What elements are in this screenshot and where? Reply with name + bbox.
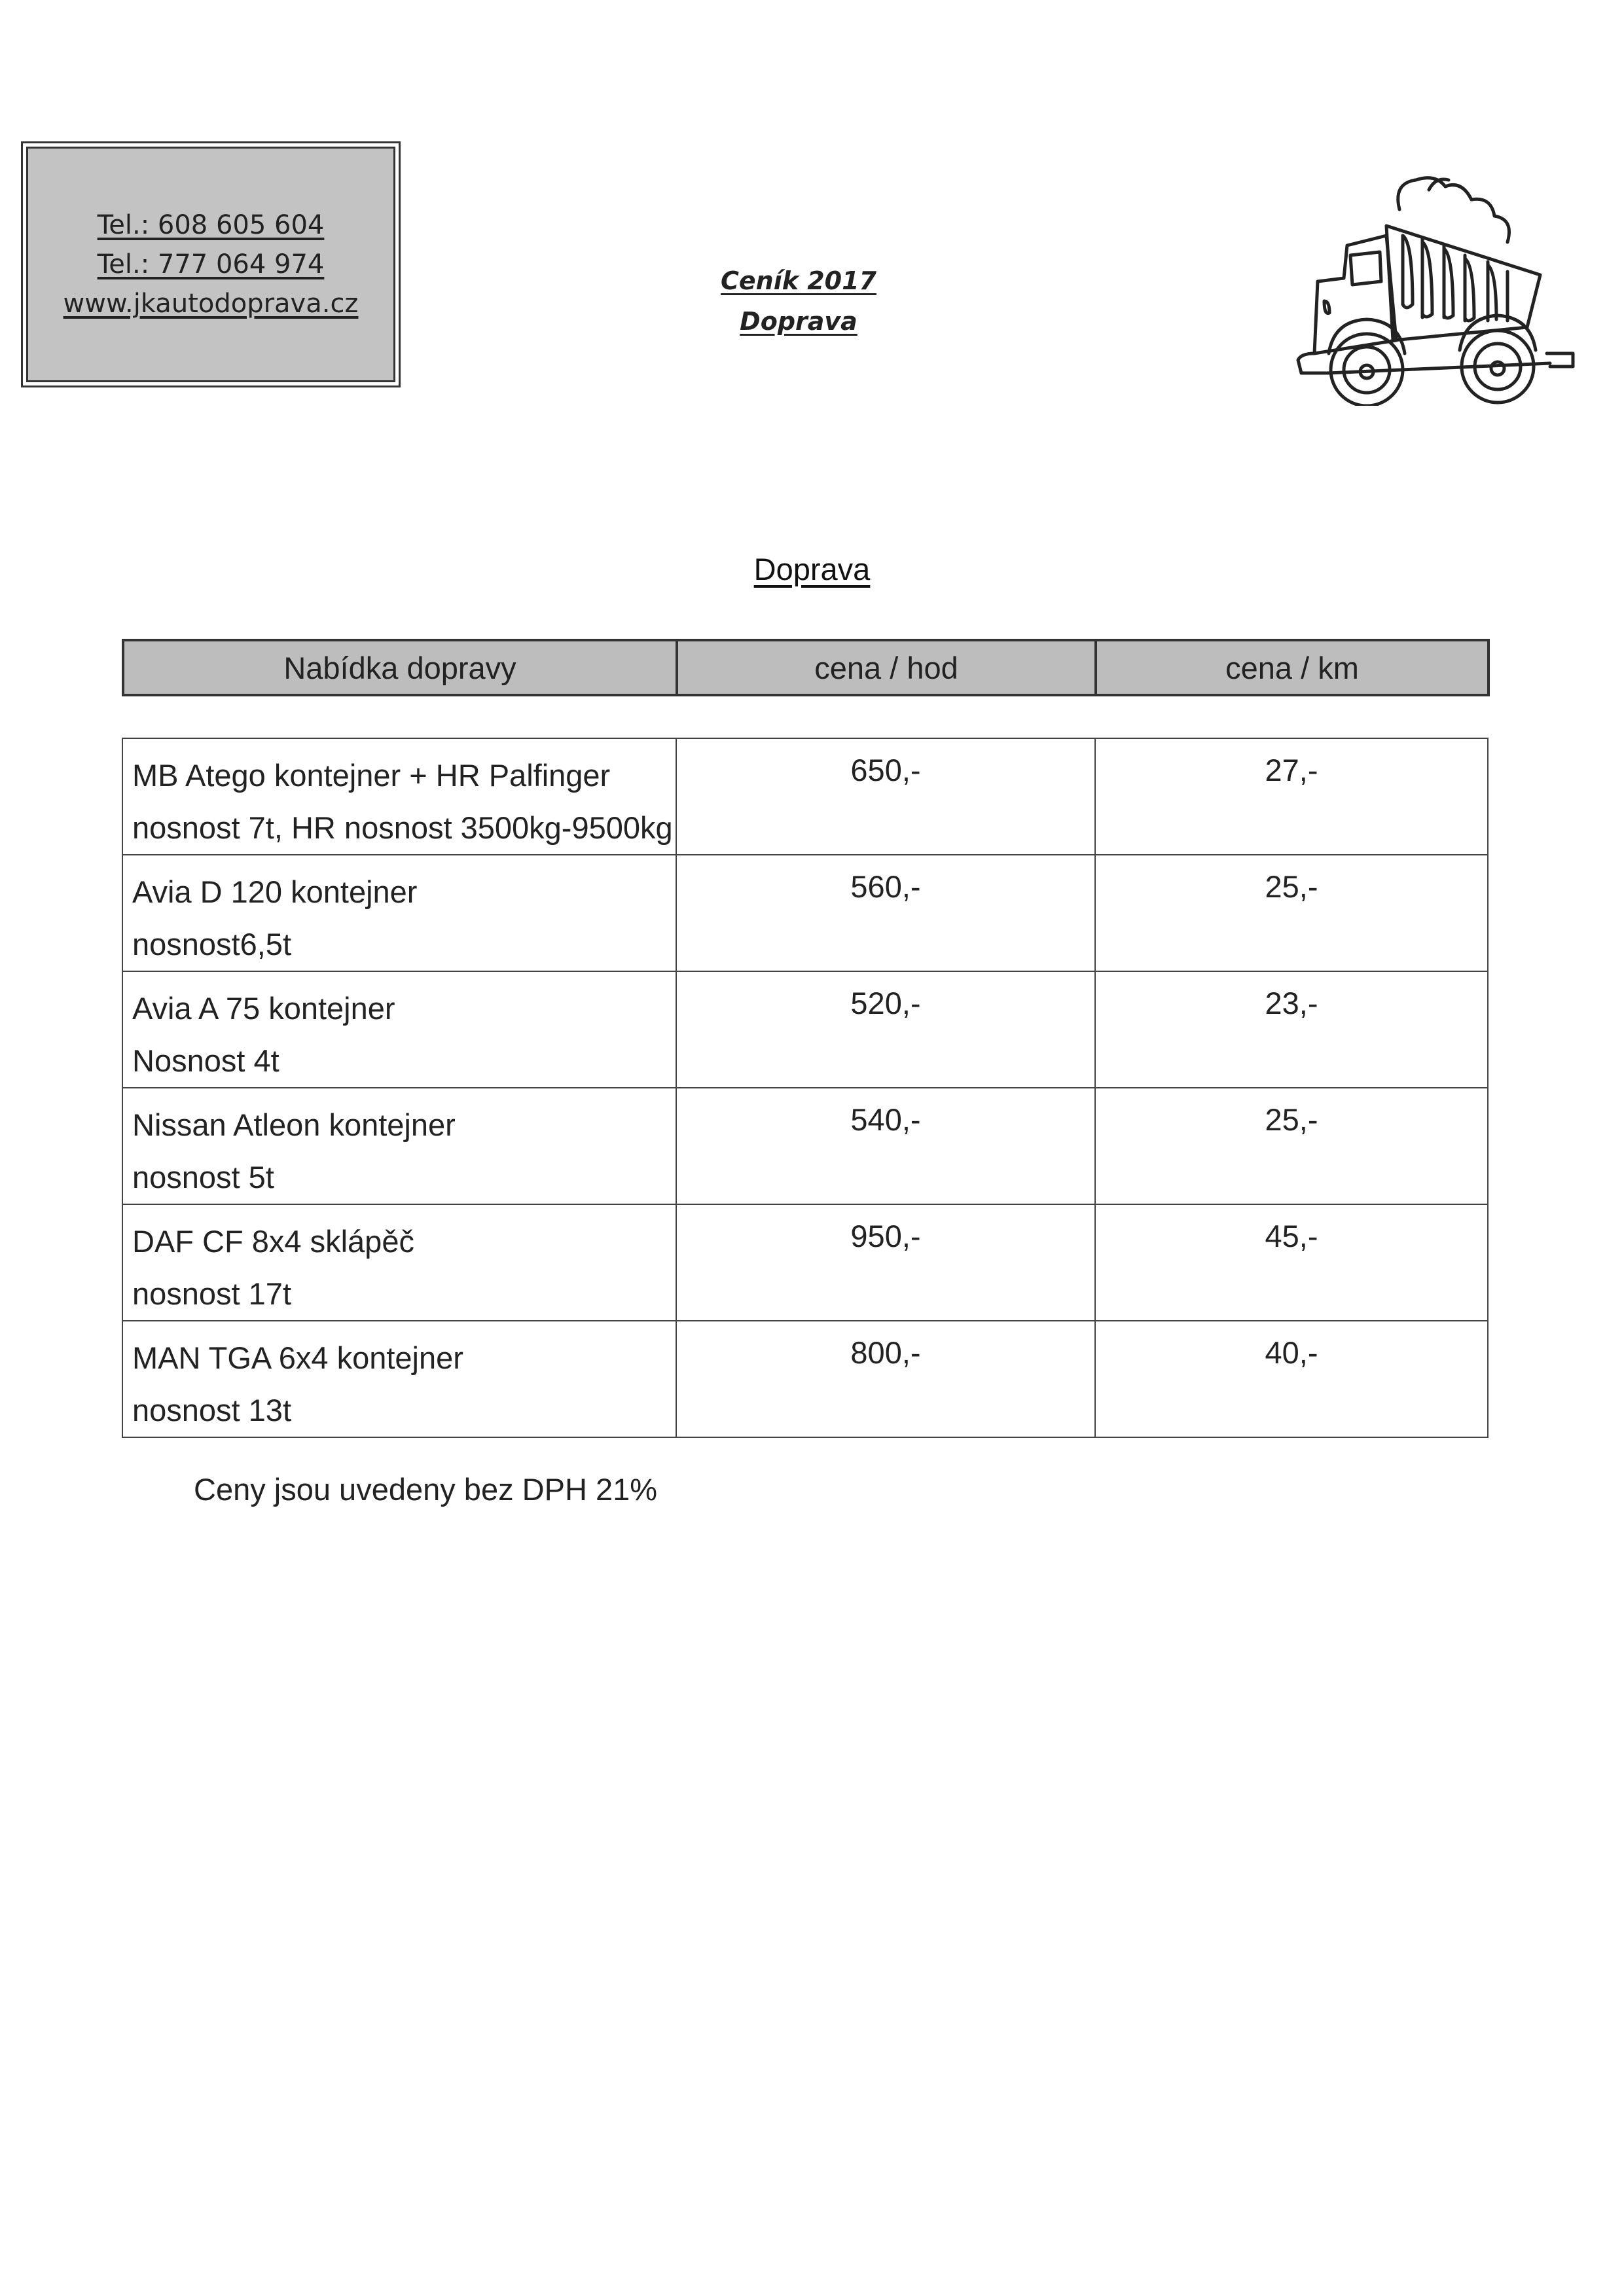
- vehicle-capacity: nosnost 17t: [132, 1276, 292, 1311]
- table-header-row: [123, 640, 1489, 695]
- vehicle-capacity: nosnost 13t: [132, 1393, 292, 1427]
- vehicle-name: DAF CF 8x4 sklápěč: [132, 1224, 414, 1259]
- price-per-km: 27,-: [1095, 738, 1488, 855]
- dump-truck-icon: [1288, 164, 1581, 406]
- vehicle-name: Avia D 120 kontejner: [132, 874, 418, 909]
- vehicle-capacity: nosnost 7t, HR nosnost 3500kg-9500kg: [132, 810, 673, 845]
- price-per-km: 45,-: [1095, 1204, 1488, 1321]
- table-row: [122, 1088, 1488, 1204]
- table-row: [122, 1321, 1488, 1437]
- vehicle-capacity: nosnost 5t: [132, 1160, 274, 1194]
- vehicle-name: Avia A 75 kontejner: [132, 991, 395, 1026]
- table-row: [122, 1204, 1488, 1321]
- pricelist-subtitle: Doprava: [740, 307, 857, 336]
- pricelist-table: [122, 738, 1489, 1438]
- contact-panel: [26, 147, 395, 382]
- vehicle-name: MB Atego kontejner + HR Palfinger: [132, 758, 611, 793]
- website-link[interactable]: www.jkautodoprava.cz: [63, 289, 359, 319]
- column-header-price-km: cena / km: [1096, 640, 1489, 695]
- table-row: [122, 738, 1488, 855]
- price-per-hour: 560,-: [676, 855, 1095, 971]
- pricelist-header-table: [122, 639, 1490, 696]
- vehicle-cell: [122, 855, 676, 971]
- column-header-offer: Nabídka dopravy: [123, 640, 677, 695]
- price-per-hour: 520,-: [676, 971, 1095, 1088]
- vehicle-name: Nissan Atleon kontejner: [132, 1107, 456, 1142]
- price-per-km: 40,-: [1095, 1321, 1488, 1437]
- column-header-price-hour: cena / hod: [677, 640, 1096, 695]
- vehicle-capacity: Nosnost 4t: [132, 1043, 280, 1078]
- section-title: Doprava: [753, 552, 871, 586]
- vat-note: Ceny jsou uvedeny bez DPH 21%: [194, 1472, 658, 1507]
- vehicle-cell: [122, 1088, 676, 1204]
- pricelist-title: Ceník 2017: [720, 266, 876, 295]
- vehicle-capacity: nosnost6,5t: [132, 927, 292, 961]
- price-per-hour: 650,-: [676, 738, 1095, 855]
- vehicle-name: MAN TGA 6x4 kontejner: [132, 1340, 463, 1375]
- vehicle-cell: [122, 1321, 676, 1437]
- vehicle-cell: [122, 971, 676, 1088]
- table-row: [122, 855, 1488, 971]
- document-header: [655, 260, 943, 342]
- vehicle-cell: [122, 738, 676, 855]
- contact-box: [21, 141, 401, 387]
- price-per-hour: 800,-: [676, 1321, 1095, 1437]
- price-per-hour: 540,-: [676, 1088, 1095, 1204]
- price-per-hour: 950,-: [676, 1204, 1095, 1321]
- table-row: [122, 971, 1488, 1088]
- price-per-km: 25,-: [1095, 1088, 1488, 1204]
- phone-2[interactable]: Tel.: 777 064 974: [97, 249, 325, 279]
- vehicle-cell: [122, 1204, 676, 1321]
- phone-1[interactable]: Tel.: 608 605 604: [97, 210, 325, 240]
- price-per-km: 23,-: [1095, 971, 1488, 1088]
- price-per-km: 25,-: [1095, 855, 1488, 971]
